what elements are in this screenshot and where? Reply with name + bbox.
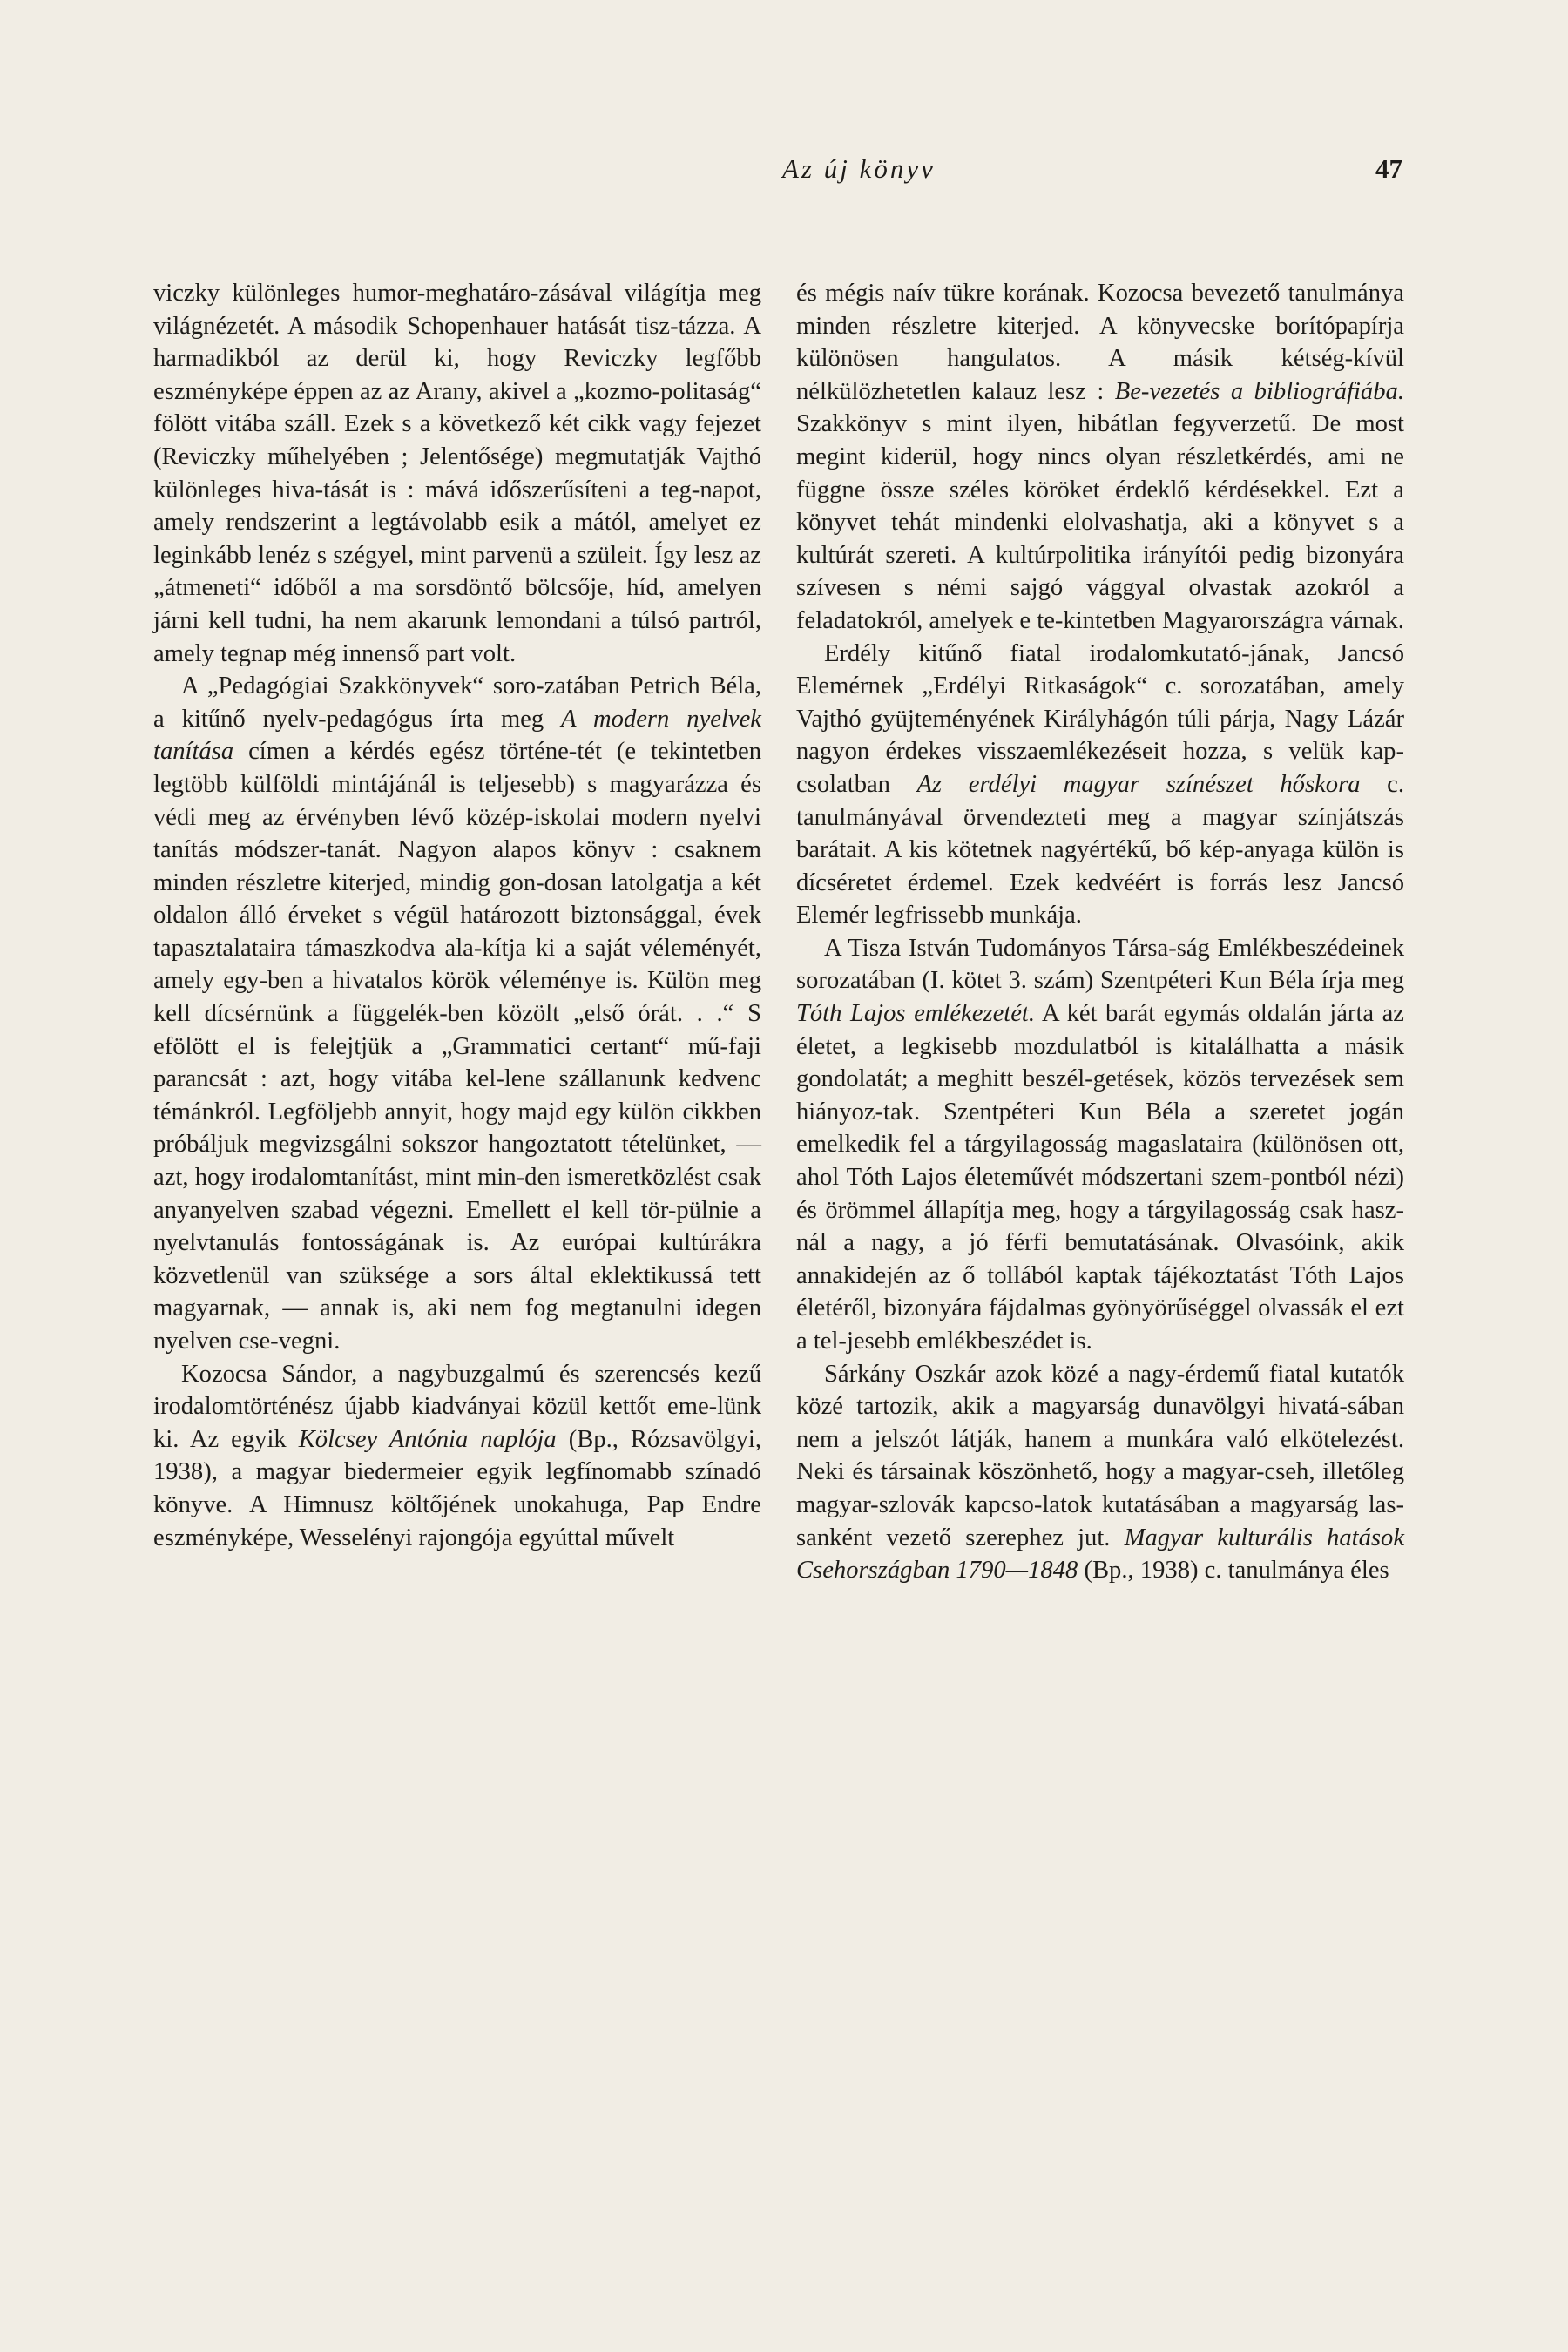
right-column (796, 277, 1404, 1587)
book-title: Tóth Lajos emlékezetét. (796, 1000, 1035, 1028)
paragraph-text: c. tanulmányával örvendezteti meg a magyar színjátszás barátait. A kis kötetnek nagyértékű, bő kép-anyaga külön is dícséretet érdemel. Ezek kedvéért is forrás lesz Jancsó Elemér legfrissebb munkája. (796, 770, 1404, 929)
book-title: Magyar kulturális hatások Csehországban 1790—1848 (796, 1524, 1405, 1585)
book-title: Be-vezetés a bibliográfiába. (1114, 377, 1404, 405)
paragraph-text: Erdély kitűnő fiatal irodalomkutató-jának, Jancsó Elemérnek „Erdélyi Ritkaságok“ c. sorozatában, amely Vajthó gyüjteményének Királyhágón túli párja, Nagy Lázár nagyon érdekes visszaemlékezéseit hozza, s velük kap-csolatban (796, 639, 1404, 798)
paragraph-text: Szakkönyv s mint ilyen, hibátlan fegyverzetű. De most megint kiderül, hogy nincs olyan részletkérdés, ami ne függne össze széles köröket érdeklő kérdésekkel. Ezt a könyvet tehát mindenki elolvashatja, aki a könyvet s a kultúrát szereti. A kultúrpolitika irányítói pedig bizonyára szívesen s némi sajgó vággyal olvastak azokról a feladatokról, amelyek e te-kintetben Magyarországra várnak. (796, 410, 1404, 634)
paragraph-reviczky (153, 277, 761, 670)
paragraph-petrich (153, 670, 761, 1357)
paragraph-text: és mégis naív tükre korának. Kozocsa bevezető tanulmánya minden részletre kiterjed. A könyvecske borítópapírja különösen hangulatos. A másik kétség-kívül nélkülözhetetlen kalauz lesz : (796, 280, 1404, 405)
page-number: 47 (1375, 153, 1402, 184)
paragraph-text: (Bp., 1938) c. tanulmánya éles (1078, 1557, 1389, 1585)
paragraph-text: címen a kérdés egész történe-tét (e tekintetben legtöbb külföldi mintájánál is teljesebb) s magyarázza és védi meg az érvényben lévő közép-iskolai modern nyelvi tanítás módszer-tanát. Nagyon alapos könyv : csaknem minden részletre kiterjed, mindig gon-dosan latolgatja a két oldalon álló érveket s végül határozott biztonsággal, évek tapasztalataira támaszkodva ala-kítja ki a saját véleményét, amely egy-ben a hivatalos körök véleménye is. Külön meg kell dícsérnünk a függelék-ben közölt „első órát. . .“ S efölött el is felejtjük a „Grammatici certant“ mű-faji parancsát : azt, hogy vitába kel-lene szállanunk kedvenc témánkról. Legföljebb annyit, hogy majd egy külön cikkben próbáljuk megvizsgálni sokszor hangoztatott tételünket, — azt, hogy irodalomtanítást, mint min-den ismeretközlést csak anyanyelven szabad végezni. Emellett el kell tör-pülnie a nyelvtanulás fontosságának is. Az európai kultúrákra közvetlenül van szüksége a sors által eklektikussá tett magyarnak, — annak is, aki nem fog megtanulni idegen nyelven cse-vegni. (153, 738, 761, 1355)
left-column (153, 277, 761, 1554)
book-title: A modern nyelvek tanítása (153, 705, 761, 766)
paragraph-text: Sárkány Oszkár azok közé a nagy-érdemű fiatal kutatók közé tartozik, akik a magyarság dunavölgyi hivatá-sában nem a jelszót látják, hanem a munkára való elkötelezést. Neki és társainak köszönhető, hogy a magyar-cseh, illetőleg magyar-szlovák kapcso-latok kutatásában a magyarság las-sanként vezető szerephez jut. (796, 1360, 1404, 1551)
paragraph-text: (Bp., Rózsavölgyi, 1938), a magyar biedermeier egyik legfínomabb színadó könyve. A Himnusz költőjének unokahuga, Pap Endre eszményképe, Wesselényi rajongója egyúttal művelt (153, 1425, 762, 1551)
paragraph-kozocsa (153, 1358, 761, 1555)
paragraph-sarkany (796, 1358, 1404, 1587)
paragraph-text: A „Pedagógiai Szakkönyvek“ soro-zatában Petrich Béla, a kitűnő nyelv-pedagógus írta meg (153, 672, 761, 733)
running-title: Az új könyv (782, 153, 936, 184)
paragraph-bibliografia (796, 277, 1404, 638)
book-title: Az erdélyi magyar színészet hőskora (916, 770, 1361, 798)
paragraph-jancso (796, 638, 1404, 932)
paragraph-toth-lajos (796, 932, 1404, 1358)
paragraph-text: viczky különleges humor-meghatáro-zásával világítja meg világnézetét. A második Schopenhauer hatását tisz-tázza. A harmadikból az derül ki, hogy Reviczky legfőbb eszményképe éppen az az Arany, akivel a „kozmo-politaság“ fölött vitába száll. Ezek s a következő két cikk vagy fejezet (Reviczky műhelyében ; Jelentősége) megmutatják Vajthó különleges hiva-tását is : mává időszerűsíteni a teg-napot, amely rendszerint a legtávolabb esik a mától, amelyet ez leginkább lenéz s szégyel, mint parvenü a szüleit. Így lesz az „átmeneti“ időből a ma sorsdöntő bölcsője, híd, amelyen járni kell tudni, ha nem akarunk lemondani a túlsó partról, amely tegnap még innenső part volt. (153, 280, 761, 667)
paragraph-text: A Tisza István Tudományos Társa-ság Emlékbeszédeinek sorozatában (I. kötet 3. szám) Szentpéteri Kun Béla írja meg (796, 934, 1404, 995)
paragraph-text: Kozocsa Sándor, a nagybuzgalmú és szerencsés kezű irodalomtörténész újabb kiadványai közül kettőt eme-lünk ki. Az egyik (153, 1360, 761, 1453)
book-title: Kölcsey Antónia naplója (298, 1425, 557, 1453)
paragraph-text: A két barát egymás oldalán járta az életet, a legkisebb mozdulatból is kitalálhatta a másik gondolatát; a meghitt beszél-getések, közös tervezések sem hiányoz-tak. Szentpéteri Kun Béla a szeretet jogán emelkedik fel a tárgyilagosság magaslataira (különösen ott, ahol Tóth Lajos életeművét módszertani szem-pontból nézi) és örömmel állapítja meg, hogy a tárgyilagosság csak hasz-nál a nagy, a jó férfi bemutatásának. Olvasóink, akik annakidején az ő tollából kaptak tájékoztatást Tóth Lajos életéről, bizonyára fájdalmas gyönyörűséggel olvassák el ezt a tel-jesebb emlékbeszédet is. (796, 1000, 1405, 1355)
page-header (153, 150, 1402, 188)
